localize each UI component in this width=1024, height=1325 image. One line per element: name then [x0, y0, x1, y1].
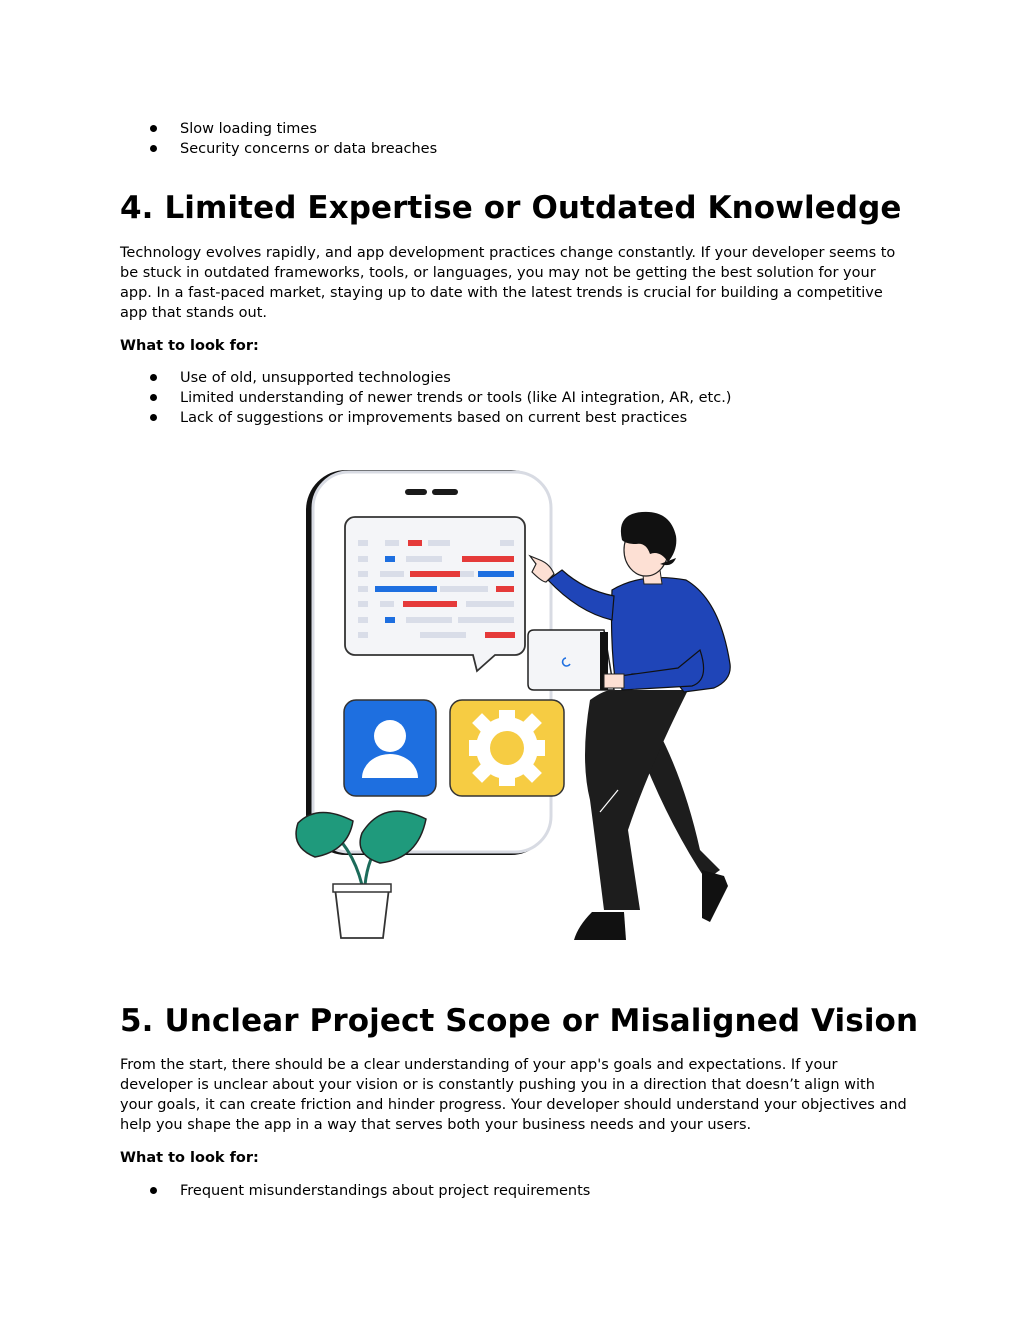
gear-icon	[450, 700, 564, 796]
list-item: Frequent misunderstandings about project requirements	[120, 1181, 590, 1201]
section-4-what-to-look-for: What to look for:	[120, 338, 259, 354]
section-4-bullet-list	[120, 368, 731, 428]
list-item: Lack of suggestions or improvements based on current best practices	[120, 408, 731, 428]
bullet-dot	[150, 414, 157, 421]
section-5-what-to-look-for: What to look for:	[120, 1150, 259, 1166]
list-item: Security concerns or data breaches	[120, 139, 437, 159]
list-item: Limited understanding of newer trends or tools (like AI integration, AR, etc.)	[120, 388, 731, 408]
bullet-dot	[150, 125, 157, 132]
code-bubble-icon	[345, 517, 525, 671]
developer-illustration	[290, 460, 750, 950]
section-5-heading: 5. Unclear Project Scope or Misaligned Vision	[120, 1003, 919, 1039]
bullet-dot	[150, 374, 157, 381]
list-item: Use of old, unsupported technologies	[120, 368, 731, 388]
section-5-paragraph: From the start, there should be a clear understanding of your app's goals and expectations. If your developer is unclear about your vision or is constantly pushing you in a direction that doesn’t align with your goals, it can create friction and hinder progress. Your developer should understand your objectives and help you shape the app in a way that serves both your business needs and your users.	[120, 1057, 907, 1133]
section-4-paragraph: Technology evolves rapidly, and app development practices change constantly. If your developer seems to be stuck in outdated frameworks, tools, or languages, you may not be getting the best solution for your app. In a fast-paced market, staying up to date with the latest trends is crucial for building a competitive app that stands out.	[120, 245, 896, 321]
top-bullet-list	[120, 119, 437, 159]
bullet-dot	[150, 1187, 157, 1194]
bullet-dot	[150, 145, 157, 152]
section-4-heading: 4. Limited Expertise or Outdated Knowledge	[120, 190, 902, 226]
list-item: Slow loading times	[120, 119, 437, 139]
user-profile-icon	[344, 700, 436, 796]
bullet-dot	[150, 394, 157, 401]
section-5-bullet-list	[120, 1181, 590, 1201]
